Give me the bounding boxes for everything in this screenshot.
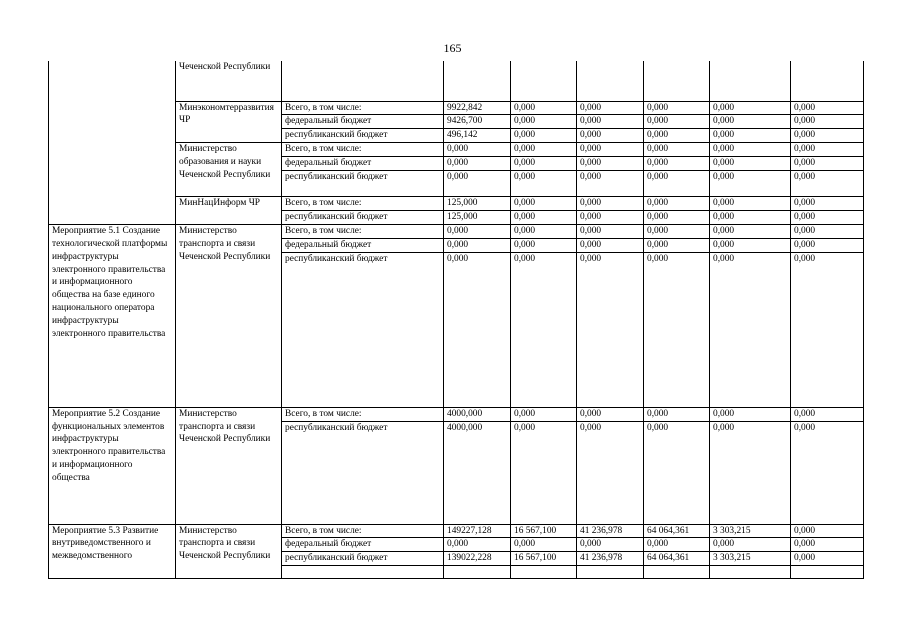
table-row	[49, 407, 864, 421]
amount-cell: 0,000	[791, 210, 864, 224]
amount-cell: 0,000	[511, 171, 577, 197]
funding-source-cell: республиканский бюджет	[282, 421, 444, 524]
amount-cell: 0,000	[444, 171, 511, 197]
amount-cell: 0,000	[444, 252, 511, 407]
amount-cell: 0,000	[444, 224, 511, 238]
amount-cell: 125,000	[444, 210, 511, 224]
amount-cell: 0,000	[644, 210, 710, 224]
amount-cell: 9426,700	[444, 115, 511, 129]
amount-cell: 0,000	[791, 524, 864, 538]
amount-cell: 0,000	[511, 238, 577, 252]
amount-cell: 0,000	[710, 238, 791, 252]
amount-cell: 139022,228	[444, 552, 511, 566]
amount-cell: 0,000	[577, 238, 644, 252]
table-row	[49, 61, 864, 101]
amount-cell: 0,000	[710, 210, 791, 224]
funding-source-cell: федеральный бюджет	[282, 157, 444, 171]
measure-cell: Мероприятие 5.3 Развитие внутриведомственного и межведомственного	[49, 524, 176, 579]
amount-cell: 0,000	[511, 538, 577, 552]
amount-cell: 0,000	[791, 252, 864, 407]
amount-cell: 125,000	[444, 197, 511, 211]
amount-cell: 0,000	[710, 421, 791, 524]
amount-cell	[444, 566, 511, 579]
amount-cell: 0,000	[644, 252, 710, 407]
amount-cell	[444, 61, 511, 101]
amount-cell: 0,000	[577, 171, 644, 197]
measure-cell	[49, 61, 176, 224]
amount-cell: 0,000	[710, 538, 791, 552]
amount-cell: 0,000	[511, 210, 577, 224]
amount-cell: 0,000	[444, 238, 511, 252]
amount-cell	[511, 566, 577, 579]
amount-cell: 0,000	[577, 252, 644, 407]
amount-cell: 0,000	[511, 224, 577, 238]
amount-cell: 0,000	[444, 157, 511, 171]
funding-source-cell: Всего, в том числе:	[282, 143, 444, 157]
table-row	[49, 224, 864, 238]
amount-cell: 0,000	[577, 129, 644, 143]
amount-cell: 0,000	[577, 197, 644, 211]
executor-cell: Министерство транспорта и связи Чеченской Республики	[176, 224, 282, 407]
amount-cell: 0,000	[644, 171, 710, 197]
amount-cell: 0,000	[511, 252, 577, 407]
amount-cell: 0,000	[577, 157, 644, 171]
amount-cell: 0,000	[644, 143, 710, 157]
amount-cell: 0,000	[710, 101, 791, 115]
amount-cell: 0,000	[644, 407, 710, 421]
amount-cell: 0,000	[644, 224, 710, 238]
amount-cell: 0,000	[644, 421, 710, 524]
amount-cell: 0,000	[644, 129, 710, 143]
amount-cell: 0,000	[644, 238, 710, 252]
amount-cell: 0,000	[644, 101, 710, 115]
funding-source-cell: Всего, в том числе:	[282, 524, 444, 538]
executor-cell: Министерство транспорта и связи Чеченской Республики	[176, 524, 282, 579]
amount-cell: 0,000	[710, 171, 791, 197]
executor-cell: Министерство образования и науки Чеченской Республики	[176, 143, 282, 197]
amount-cell: 0,000	[511, 421, 577, 524]
funding-source-cell	[282, 61, 444, 101]
amount-cell: 4000,000	[444, 421, 511, 524]
amount-cell: 41 236,978	[577, 524, 644, 538]
amount-cell: 0,000	[511, 129, 577, 143]
amount-cell: 0,000	[791, 171, 864, 197]
amount-cell	[791, 61, 864, 101]
amount-cell: 0,000	[577, 210, 644, 224]
executor-cell: МинНацИнформ ЧР	[176, 197, 282, 225]
amount-cell: 0,000	[710, 157, 791, 171]
amount-cell: 3 303,215	[710, 552, 791, 566]
funding-source-cell: республиканский бюджет	[282, 210, 444, 224]
amount-cell: 0,000	[710, 407, 791, 421]
amount-cell	[710, 566, 791, 579]
amount-cell: 0,000	[577, 538, 644, 552]
amount-cell: 0,000	[577, 407, 644, 421]
amount-cell: 41 236,978	[577, 552, 644, 566]
amount-cell: 0,000	[644, 538, 710, 552]
amount-cell: 0,000	[791, 552, 864, 566]
amount-cell: 0,000	[577, 101, 644, 115]
amount-cell: 0,000	[644, 197, 710, 211]
amount-cell	[644, 61, 710, 101]
amount-cell: 0,000	[791, 101, 864, 115]
measure-cell: Мероприятие 5.2 Создание функциональных элементов инфраструктуры электронного правительства и информационного общества	[49, 407, 176, 524]
funding-source-cell: Всего, в том числе:	[282, 224, 444, 238]
amount-cell: 0,000	[577, 143, 644, 157]
amount-cell: 0,000	[511, 143, 577, 157]
amount-cell: 0,000	[710, 129, 791, 143]
table-body	[49, 61, 864, 579]
amount-cell: 0,000	[444, 538, 511, 552]
funding-source-cell: республиканский бюджет	[282, 129, 444, 143]
amount-cell: 0,000	[710, 115, 791, 129]
executor-cell: Министерство транспорта и связи Чеченской Республики	[176, 407, 282, 524]
amount-cell	[791, 566, 864, 579]
amount-cell: 0,000	[511, 157, 577, 171]
funding-source-cell: федеральный бюджет	[282, 538, 444, 552]
amount-cell: 0,000	[791, 157, 864, 171]
amount-cell: 496,142	[444, 129, 511, 143]
amount-cell: 0,000	[791, 224, 864, 238]
amount-cell: 0,000	[710, 143, 791, 157]
funding-source-cell: республиканский бюджет	[282, 252, 444, 407]
amount-cell: 0,000	[511, 197, 577, 211]
amount-cell: 0,000	[791, 197, 864, 211]
amount-cell	[577, 566, 644, 579]
amount-cell: 4000,000	[444, 407, 511, 421]
amount-cell	[577, 61, 644, 101]
amount-cell	[511, 61, 577, 101]
amount-cell: 0,000	[644, 115, 710, 129]
funding-source-cell: федеральный бюджет	[282, 115, 444, 129]
amount-cell: 0,000	[791, 115, 864, 129]
measure-cell: Мероприятие 5.1 Создание технологической платформы инфраструктуры электронного правительства и информационного общества на базе единого национального оператора инфраструктуры электронного правительства	[49, 224, 176, 407]
amount-cell: 0,000	[577, 421, 644, 524]
amount-cell: 9922,842	[444, 101, 511, 115]
amount-cell: 0,000	[710, 197, 791, 211]
amount-cell: 0,000	[791, 143, 864, 157]
amount-cell: 0,000	[577, 115, 644, 129]
funding-source-cell	[282, 566, 444, 579]
amount-cell	[710, 61, 791, 101]
amount-cell: 16 567,100	[511, 552, 577, 566]
funding-source-cell: Всего, в том числе:	[282, 407, 444, 421]
funding-source-cell: Всего, в том числе:	[282, 101, 444, 115]
amount-cell: 0,000	[577, 224, 644, 238]
table-row	[49, 524, 864, 538]
amount-cell: 3 303,215	[710, 524, 791, 538]
budget-table	[48, 61, 864, 579]
amount-cell: 0,000	[644, 157, 710, 171]
amount-cell: 0,000	[710, 224, 791, 238]
amount-cell: 0,000	[791, 407, 864, 421]
amount-cell: 0,000	[511, 115, 577, 129]
executor-cell: Чеченской Республики	[176, 61, 282, 101]
amount-cell: 0,000	[791, 538, 864, 552]
amount-cell: 0,000	[511, 101, 577, 115]
funding-source-cell: республиканский бюджет	[282, 552, 444, 566]
amount-cell: 149227,128	[444, 524, 511, 538]
amount-cell: 0,000	[791, 238, 864, 252]
page-number: 165	[443, 41, 462, 55]
amount-cell	[644, 566, 710, 579]
amount-cell: 16 567,100	[511, 524, 577, 538]
funding-source-cell: федеральный бюджет	[282, 238, 444, 252]
amount-cell: 64 064,361	[644, 552, 710, 566]
amount-cell: 0,000	[444, 143, 511, 157]
amount-cell: 0,000	[791, 129, 864, 143]
amount-cell: 64 064,361	[644, 524, 710, 538]
executor-cell: Минэкономтерразвития ЧР	[176, 101, 282, 143]
amount-cell: 0,000	[710, 252, 791, 407]
amount-cell: 0,000	[791, 421, 864, 524]
funding-source-cell: республиканский бюджет	[282, 171, 444, 197]
amount-cell: 0,000	[511, 407, 577, 421]
funding-source-cell: Всего, в том числе:	[282, 197, 444, 211]
